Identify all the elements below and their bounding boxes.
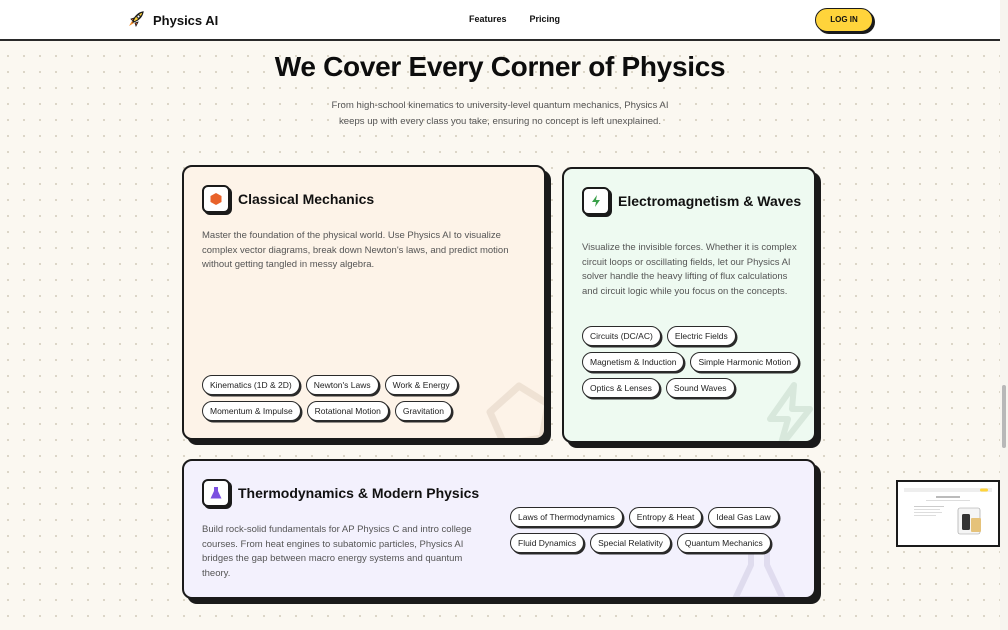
section-title: We Cover Every Corner of Physics (274, 51, 726, 82)
card-description: Visualize the invisible forces. Whether it is complex circuit loops or oscillating fields, let our Physics AI solver handle the heavy lifting of flux calculations and circuit logic while you focus on the concepts. (582, 242, 797, 297)
lightning-icon (582, 187, 610, 215)
topic-tag[interactable]: Optics & Lenses (582, 378, 660, 398)
topic-tags (582, 326, 807, 398)
card-title: Electromagnetism & Waves (618, 192, 802, 209)
card-title: Thermodynamics & Modern Physics (238, 484, 480, 501)
topic-tag[interactable]: Fluid Dynamics (510, 533, 584, 553)
section-subtitle (310, 98, 690, 130)
card-description: Master the foundation of the physical world. Use Physics AI to visualize complex vector diagrams, break down Newton's laws, and predict motion without getting tangled in messy algebra. (202, 230, 509, 270)
topic-tag[interactable]: Quantum Mechanics (677, 533, 771, 553)
topic-tag[interactable]: Kinematics (1D & 2D) (202, 375, 300, 395)
brand-name: Physics AI (153, 12, 219, 28)
topic-tag[interactable]: Ideal Gas Law (708, 507, 778, 527)
preview-image (904, 488, 992, 540)
topic-tag[interactable]: Entropy & Heat (629, 507, 703, 527)
card-electromagnetism (562, 167, 816, 443)
topic-tag[interactable]: Simple Harmonic Motion (690, 352, 799, 372)
topic-tag[interactable]: Laws of Thermodynamics (510, 507, 623, 527)
topic-tags (202, 375, 502, 421)
topic-tag[interactable]: Work & Energy (385, 375, 458, 395)
top-navbar (0, 0, 1000, 41)
topic-tag[interactable]: Electric Fields (667, 326, 736, 346)
topic-tag[interactable]: Circuits (DC/AC) (582, 326, 661, 346)
card-header (202, 185, 374, 213)
scrollbar-thumb[interactable] (1002, 385, 1006, 448)
nav-link-pricing[interactable]: Pricing (529, 14, 561, 24)
topic-tag[interactable]: Magnetism & Induction (582, 352, 684, 372)
card-classical-mechanics (182, 165, 546, 440)
card-thermodynamics (182, 459, 816, 599)
topic-tag[interactable]: Sound Waves (666, 378, 735, 398)
nav-link-features[interactable]: Features (469, 14, 507, 24)
page-preview-thumbnail[interactable] (896, 480, 1000, 547)
topic-tag[interactable]: Gravitation (395, 401, 452, 421)
topic-tags (510, 507, 810, 553)
topic-tag[interactable]: Newton's Laws (306, 375, 379, 395)
subtitle-line-1: From high-school kinematics to university-level quantum mechanics, Physics AI (331, 100, 669, 111)
topic-tag[interactable]: Momentum & Impulse (202, 401, 301, 421)
card-description: Build rock-solid fundamentals for AP Physics C and intro college courses. From heat engines to subatomic particles, Physics AI bridges the gap between macro energy systems and quantum theory. (202, 524, 472, 579)
subtitle-line-2: keeps up with every class you take, ensuring no concept is left unexplained. (338, 116, 662, 127)
topic-tag[interactable]: Special Relativity (590, 533, 671, 553)
rocket-icon (125, 10, 145, 30)
hexagon-icon (202, 185, 230, 213)
login-button[interactable]: LOG IN (815, 8, 873, 32)
brand-link[interactable] (125, 10, 218, 30)
card-title: Classical Mechanics (238, 190, 375, 207)
scrollbar-track[interactable] (1000, 0, 1008, 630)
topic-tag[interactable]: Rotational Motion (307, 401, 389, 421)
card-header (582, 187, 802, 215)
flask-icon (202, 479, 230, 507)
card-header (202, 479, 479, 507)
nav-links (469, 14, 560, 24)
